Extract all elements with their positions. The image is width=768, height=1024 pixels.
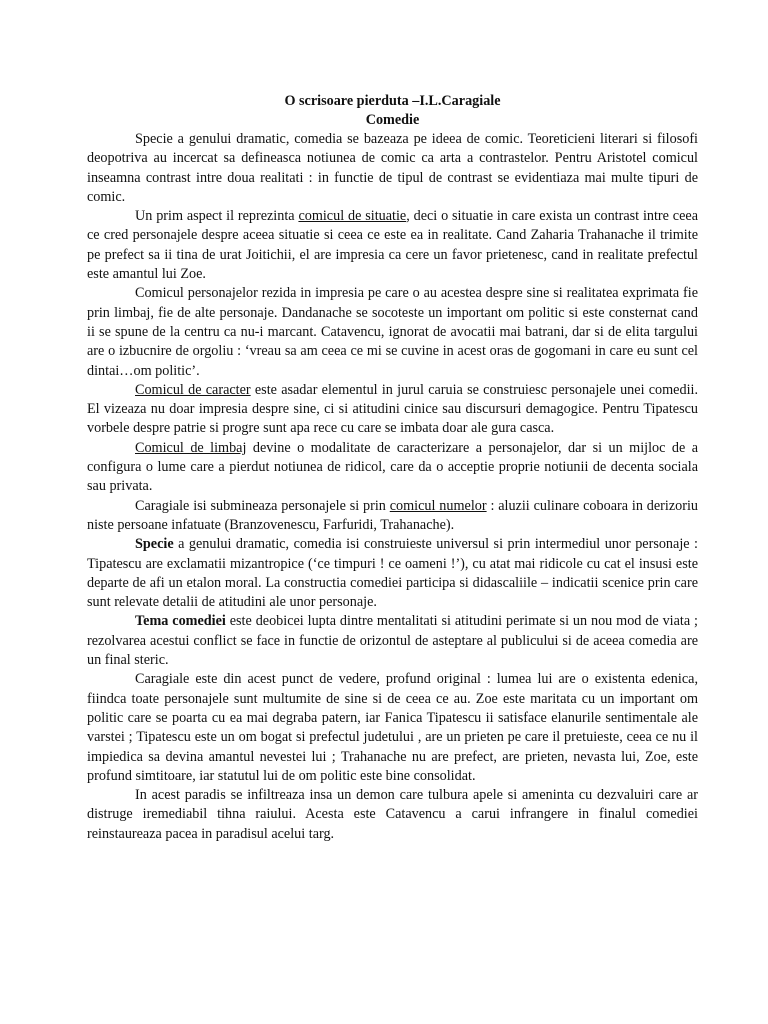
bold-term: Tema comediei (135, 613, 226, 630)
paragraph-text: Specie a genului dramatic, comedia se bazeaza pe ideea de comic. Teoreticieni literari si filosofi deopotriva au incercat sa defineasca notiunea de comic ca arta a contrastelor. Pentru Aristotel comicul inseamna contrast intre doua realitati : in functie de tipul de contrast se evidentiaza mai multe tipuri de comic. (87, 131, 698, 205)
document-body (87, 130, 698, 844)
paragraph (87, 786, 698, 844)
paragraph-text: : aluzii culinare coboara in derizoriu niste persoane infatuate (Branzovenescu, Farfuridi, Trahanache). (87, 497, 698, 533)
paragraph-text: este deobicei lupta dintre mentalitati si atitudini perimate si un nou mod de viata ; rezolvarea acestui conflict se face in functie de orizontul de asteptare al publicului si de aceea comedia are un final steric. (87, 613, 698, 669)
paragraph (87, 612, 698, 670)
underlined-term: comicul numelor (389, 497, 487, 514)
paragraph (87, 497, 698, 536)
paragraph-text: In acest paradis se infiltreaza insa un demon care tulbura apele si ameninta cu dezvaluiri care ar distruge iremediabil tihna raiului. Acesta este Catavencu a carui infrangere in finalul comediei reinstaureaza pacea in paradisul acelui targ. (87, 787, 698, 842)
paragraph-text: Caragiale isi submineaza personajele si prin (135, 497, 390, 514)
document-title: O scrisoare pierduta –I.L.Caragiale (284, 93, 501, 109)
paragraph (87, 284, 698, 380)
paragraph (87, 670, 698, 786)
paragraph (87, 439, 698, 497)
underlined-term: Comicul de caracter (135, 381, 251, 398)
paragraph-text: Comicul personajelor rezida in impresia pe care o au acestea despre sine si realitatea exprimata fie prin limbaj, fie de alte personaje. Dandanache se socoteste un important om politic si este consternat cand ii se spune de la centru ca nu-i marcant. Catavencu, ignorat de avocatii mai batrani, dar si de elita targului are o izbucnire de orgoliu : ‘vreau sa am ceea ce mi se cuvine in acest oras de gogomani in care eu sunt cel dintai…om politic’. (87, 285, 698, 379)
underlined-term: Comicul de limbaj (135, 439, 247, 456)
paragraph-text: , deci o situatie in care exista un contrast intre ceea ce cred personajele despre aceea situatie si ceea ce este ea in realitate. Cand Zaharia Trahanache il trimite pe prefect sa ii tina de urat Joitichii, el are impresia ca cere un favor prietenesc, cand in realitate prefectul este amantul lui Zoe. (87, 208, 698, 283)
paragraph (87, 130, 698, 207)
bold-term: Specie (135, 536, 174, 553)
paragraph (87, 535, 698, 612)
paragraph-text: Caragiale este din acest punct de vedere, profund original : lumea lui are o existenta edenica, fiindca toate personajele sunt multumite de sine si de ceea ce au. Zoe este maritata cu un important om politic care se poarta cu ea mai degraba patern, iar Fanica Tipatescu ii satisface elanurile sentimentale ale varstei ; Tipatescu este un om bogat si prefectul judetului , are un prieten pe care il pretuieste, ceea ce nu il impiedica sa devina amantul nevestei lui ; Trahanache nu are prefect, are prieten, nevasta lui, Zoe, este profund simtitoare, iar statutul lui de om politic este bine consolidat. (87, 671, 698, 784)
paragraph-text: Un prim aspect il reprezinta (135, 208, 299, 225)
paragraph-text: este asadar elementul in jurul caruia se construiesc personajele unei comedii. El vizeaza nu doar impresia despre sine, ci si atitudini cinice sau discursuri demagogice. Pentru Tipatescu vorbele despre patrie si progre sunt apa rece cu care se imbata doar ale gura casca. (87, 381, 699, 437)
paragraph (87, 207, 698, 284)
underlined-term: comicul de situatie (298, 208, 407, 225)
document-subtitle: Comedie (365, 112, 420, 128)
paragraph-text: devine o modalitate de caracterizare a personajelor, dar si un mijloc de a configura o lume care a pierdut notiunea de ridicol, care da o acceptie proprie notiunii de decenta sociala sau privata. (87, 439, 699, 495)
paragraph (87, 381, 698, 439)
paragraph-text: a genului dramatic, comedia isi construieste universul si prin intermediul unor personaje : Tipatescu are exclamatii mizantropice (‘ce timpuri ! ce oameni !’), cu atat mai ridicole cu cat el insusi este departe de afi un etalon moral. La constructia comediei participa si didascaliile – indicatii scenice prin care sunt relevate detalii de atitudini ale unor personaje. (87, 536, 698, 611)
